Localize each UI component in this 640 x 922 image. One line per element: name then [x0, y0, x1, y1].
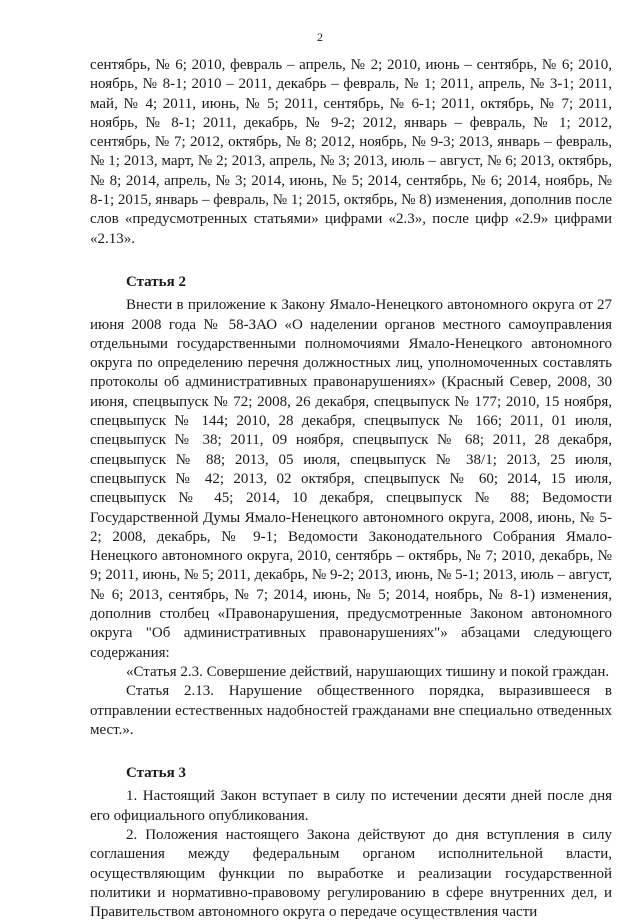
- intro-paragraph: сентябрь, № 6; 2010, февраль – апрель, № 2; 2010, июнь – сентябрь, № 6; 2010, ноябрь, № 8-1; 2010 – 2011, декабрь – февраль, № 1; 2011, апрель, № 3-1; 2011, май, № 4; 2011, июнь, № 5; 2011, сентябрь, № 6-1; 2011, октябрь, № 7; 2011, ноябрь, № 8-1; 2011, декабрь, № 9-2; 2012, январь – февраль, № 1; 2012, сентябрь, № 7; 2012, октябрь, № 8; 2012, ноябрь, № 9-3; 2013, январь – февраль, № 1; 2013, март, № 2; 2013, апрель, № 3; 2013, июль – август, № 6; 2013, октябрь, № 8; 2014, апрель, № 3; 2014, июнь, № 5; 2014, сентябрь, № 6; 2014, ноябрь, № 8-1; 2015, январь – февраль, № 1; 2015, октябрь, № 8) изменения, дополнив после слов «предусмотренных статьями» цифрами «2.3», после цифр «2.9» цифрами «2.13».: [90, 57, 612, 247]
- document-body: [90, 56, 612, 922]
- article-2-quote-2: Статья 2.13. Нарушение общественного порядка, выразившееся в отправлении естественных надобностей гражданами вне специально отведенных мест.».: [90, 683, 612, 738]
- article-3-heading: Статья 3: [126, 765, 186, 782]
- article-3-item-1: 1. Настоящий Закон вступает в силу по истечении десяти дней после дня его официального опубликования.: [90, 788, 612, 824]
- article-3-item-2: 2. Положения настоящего Закона действуют до дня вступления в силу соглашения между федеральным органом исполнительной власти, осуществляющим функции по выработке и реализации государственной политики и нормативно-правовому регулированию в сфере внутренних дел, и Правительством автономного округа о передаче осуществления части: [90, 826, 612, 921]
- article-2-heading: Статья 2: [126, 273, 186, 290]
- article-2-text: Внести в приложение к Закону Ямало-Ненецкого автономного округа от 27 июня 2008 года № 58-ЗАО «О наделении органов местного самоуправления отдельными государственными полномочиями Ямало-Ненецкого автономного округа по определению перечня должностных лиц, уполномоченных составлять протоколы об административных правонарушениях» (Красный Север, 2008, 30 июня, спецвыпуск № 72; 2008, 26 декабря, спецвыпуск № 177; 2010, 15 ноября, спецвыпуск № 144; 2010, 28 декабря, спецвыпуск № 166; 2011, 01 июля, спецвыпуск № 38; 2011, 09 ноября, спецвыпуск № 68; 2011, 28 декабря, спецвыпуск № 88; 2013, 05 июля, спецвыпуск № 38/1; 2013, 25 июля, спецвыпуск № 42; 2013, 02 октября, спецвыпуск № 60; 2014, 15 июля, спецвыпуск № 45; 2014, 10 декабря, спецвыпуск № 88; Ведомости Государственной Думы Ямало-Ненецкого автономного округа, 2008, июнь, № 5-2; 2008, декабрь, № 9-1; Ведомости Законодательного Собрания Ямало-Ненецкого автономного округа, 2010, сентябрь – октябрь, № 7; 2010, декабрь, № 9; 2011, июнь, № 5; 2011, декабрь, № 9-2; 2013, июнь, № 5-1; 2013, июль – август, № 6; 2013, сентябрь, № 7; 2014, июнь, № 5; 2014, ноябрь, № 8-1) изменения, дополнив столбец «Правонарушения, предусмотренные Законом автономного округа "Об административных правонарушениях"» абзацами следующего содержания:: [90, 297, 612, 661]
- article-2-quote-1: «Статья 2.3. Совершение действий, нарушающих тишину и покой граждан.: [126, 663, 610, 680]
- page-number: 2: [317, 30, 323, 44]
